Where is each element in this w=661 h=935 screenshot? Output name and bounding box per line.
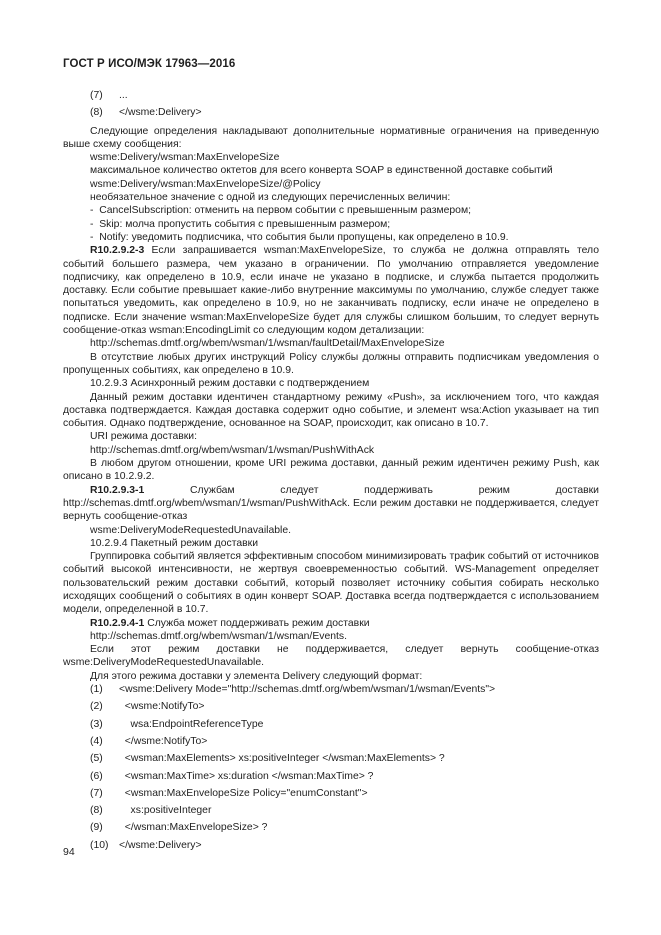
line-number: (3) (90, 718, 103, 730)
code-text: ... (119, 90, 128, 101)
requirement-id: R10.2.9.3-1 (90, 484, 145, 496)
text-line: wsme:Delivery/wsman:MaxEnvelopeSize (90, 152, 280, 164)
line-number: (8) (90, 805, 103, 817)
code-line (63, 821, 599, 834)
code-line (63, 735, 599, 748)
list-item: - CancelSubscription: отменить на первом событии с превышенным размером; (90, 205, 471, 217)
code-text: <wsman:MaxTime> xs:duration </wsman:MaxTime> ? (119, 770, 374, 782)
code-text: <wsman:MaxElements> xs:positiveInteger </wsman:MaxElements> ? (119, 753, 445, 765)
paragraph: Группировка событий является эффективным способом минимизировать трафик событий от источников событий высокой интенсивности, не жертвуя своевременностью событий. WS-Management определяет пользовательский режим доставки событий, который позволяет источнику события собирать несколько исходящих сообщений о событиях в один конверт SOAP. Доставка всегда подтверждается с использованием модели, определенной в 10.7. (63, 551, 599, 616)
list-item: - Skip: молча пропустить события с превышенным размером; (90, 218, 391, 230)
document-header: ГОСТ Р ИСО/МЭК 17963—2016 (63, 58, 236, 70)
uri-line: http://schemas.dmtf.org/wbem/wsman/1/wsman/PushWithAck (90, 444, 375, 456)
requirement-text: Службам следует поддерживать режим доставки http://schemas.dmtf.org/wbem/wsman/1/wsman/PushWithAck. Если режим доставки не поддерживается, следует вернуть сообщение-отказ (63, 484, 599, 523)
line-number: (9) (90, 822, 103, 834)
code-line (63, 89, 599, 102)
code-line (63, 752, 599, 765)
line-number: (4) (90, 735, 103, 747)
list-item: - Notify: уведомить подписчика, что события были пропущены, как определено в 10.9. (90, 231, 509, 243)
line-number: (10) (90, 839, 109, 851)
code-line (63, 839, 599, 852)
code-text: </wsme:Delivery> (119, 107, 202, 119)
requirement-text: Служба может поддерживать режим доставки (144, 617, 370, 629)
text-line: максимальное количество октетов для всего конверта SOAP в единственной доставке событий (90, 165, 553, 177)
requirement-text: Если запрашивается wsman:MaxEnvelopeSize, то служба не должна отправлять тело событий большего размера, чем указано в ограничении. По умолчанию отправляется уведомление подписчику, как определено в 10.9, если иначе не указано в подписке, и служба пытается продолжить доставку. Если событие превышает какие-либо внутренние максимумы по умолчанию, службе следует также попытаться уведомить, как определено в 10.9, но не заканчивать подписку, если иначе не определено в подписке. Если значение wsman:MaxEnvelopeSize будет для службы слишком большим, то следует вернуть сообщение-отказ wsman:EncodingLimit со следующим кодом детализации: (63, 245, 599, 337)
paragraph: Следующие определения накладывают дополнительные нормативные ограничения на приведенную выше схему сообщения: (63, 125, 599, 150)
code-line (63, 718, 599, 731)
code-text: <wsman:MaxEnvelopeSize Policy="enumConstant"> (119, 787, 368, 799)
line-number: (2) (90, 701, 103, 713)
paragraph: Если этот режим доставки не поддерживается, следует вернуть сообщение-отказ wsme:DeliveryModeRequestedUnavailable. (63, 644, 599, 669)
code-line (63, 683, 599, 696)
text-line: Для этого режима доставки у элемента Delivery следующий формат: (90, 670, 423, 682)
text-line: wsme:Delivery/wsman:MaxEnvelopeSize/@Policy (90, 178, 321, 190)
line-number: (6) (90, 770, 103, 782)
requirement-paragraph (63, 617, 599, 630)
paragraph: В любом другом отношении, кроме URI режима доставки, данный режим идентичен режиму Push, как описано в 10.2.9.2. (63, 458, 599, 483)
code-line (63, 770, 599, 783)
code-line (63, 804, 599, 817)
code-text: </wsman:MaxEnvelopeSize> ? (119, 822, 268, 834)
uri-line: http://schemas.dmtf.org/wbem/wsman/1/wsman/faultDetail/MaxEnvelopeSize (90, 338, 445, 350)
code-line (63, 787, 599, 800)
line-number: (8) (90, 107, 103, 119)
page-content (63, 89, 599, 852)
line-number: (1) (90, 684, 103, 696)
uri-line: http://schemas.dmtf.org/wbem/wsman/1/wsman/Events. (90, 630, 347, 642)
text-line: URI режима доставки: (90, 431, 198, 443)
code-text: wsa:EndpointReferenceType (119, 718, 264, 730)
code-text: <wsme:NotifyTo> (119, 701, 205, 713)
requirement-paragraph (63, 244, 599, 337)
code-text: xs:positiveInteger (119, 805, 212, 817)
text-line: wsme:DeliveryModeRequestedUnavailable. (90, 524, 291, 536)
section-heading: 10.2.9.4 Пакетный режим доставки (90, 537, 258, 549)
paragraph: Данный режим доставки идентичен стандартному режиму «Push», за исключением того, что каждая доставка подтверждается. Каждая доставка содержит одно событие, и элемент wsa:Action указывает на тип события. Однако подтверждение, основанное на SOAP, происходит, как описано в 10.7. (63, 391, 599, 430)
section-heading: 10.2.9.3 Асинхронный режим доставки с подтверждением (90, 378, 370, 390)
line-number: (7) (90, 787, 103, 799)
code-line (63, 700, 599, 713)
requirement-id: R10.2.9.2-3 (90, 245, 145, 257)
line-number: (5) (90, 753, 103, 765)
code-text: </wsme:NotifyTo> (119, 735, 208, 747)
code-text: </wsme:Delivery> (119, 839, 202, 851)
line-number: (7) (90, 90, 103, 101)
text-line: необязательное значение с одной из следующих перечисленных величин: (90, 192, 451, 204)
requirement-id: R10.2.9.4-1 (90, 617, 145, 629)
code-line (63, 106, 599, 119)
requirement-paragraph (63, 484, 599, 524)
page-number: 94 (63, 846, 75, 858)
code-text: <wsme:Delivery Mode="http://schemas.dmtf.org/wbem/wsman/1/wsman/Events"> (119, 684, 496, 696)
paragraph: В отсутствие любых других инструкций Policy службы должны отправить подписчикам уведомления о пропущенных событиях, как определено в 10.9. (63, 351, 599, 376)
